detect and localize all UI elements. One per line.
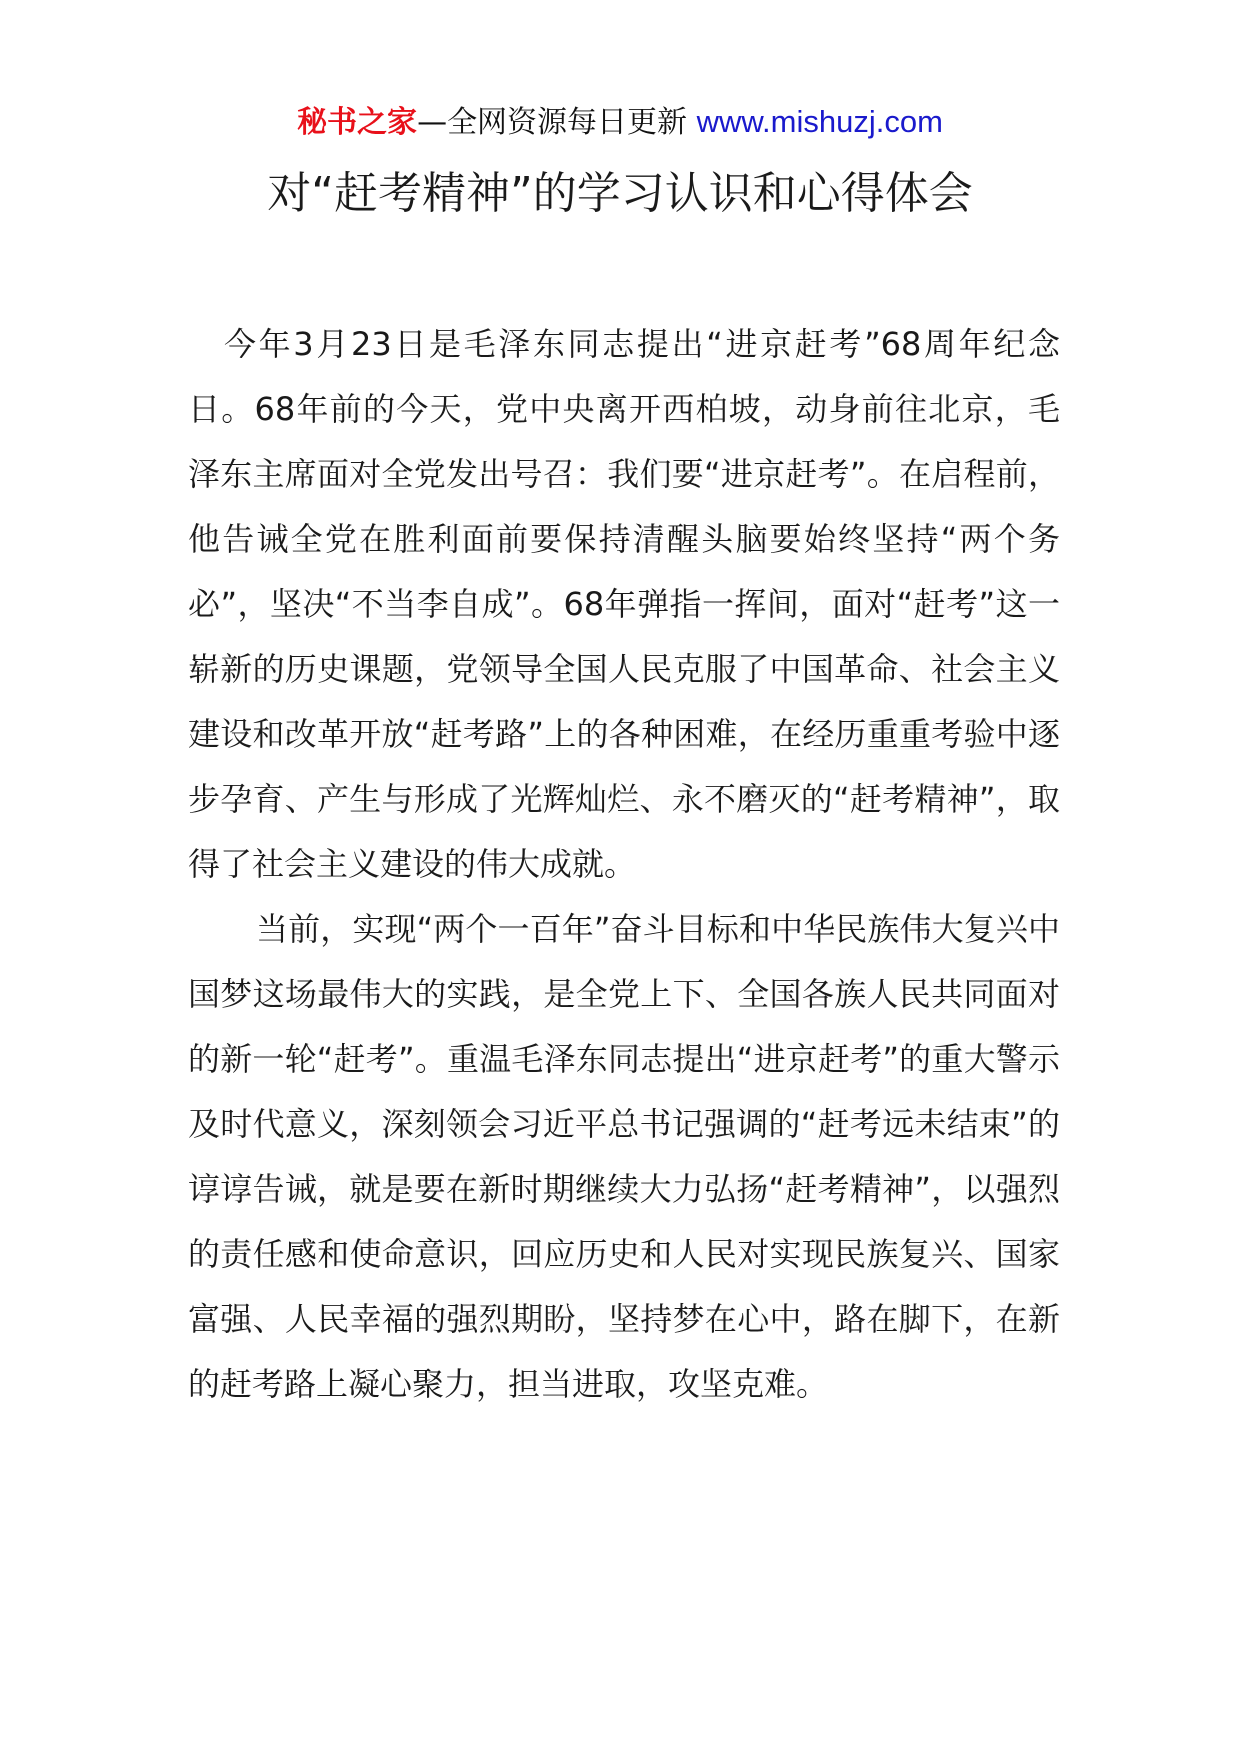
site-brand: 秘书之家 [297,105,418,140]
paragraph-1: 今年3月23日是毛泽东同志提出“进京赶考”68周年纪念日。68年前的今天，党中央离开西柏坡，动身前往北京，毛泽东主席面对全党发出号召：我们要“进京赶考”。在启程前，他告诫全党在胜利面前要保持清醒头脑要始终坚持“两个务必”，坚决“不当李自成”。68年弹指一挥间，面对“赶考”这一崭新的历史课题，党领导全国人民克服了中国革命、社会主义建设和改革开放“赶考路”上的各种困难，在经历重重考验中逐步孕育、产生与形成了光辉灿烂、永不磨灭的“赶考精神”，取得了社会主义建设的伟大成就。 [188,325,1060,883]
site-tagline: —全网资源每日更新 [417,105,697,140]
paragraph-2: 当前，实现“两个一百年”奋斗目标和中华民族伟大复兴中国梦这场最伟大的实践，是全党上下、全国各族人民共同面对的新一轮“赶考”。重温毛泽东同志提出“进京赶考”的重大警示及时代意义，深刻领会习近平总书记强调的“赶考远未结束”的谆谆告诫，就是要在新时期继续大力弘扬“赶考精神”，以强烈的责任感和使命意识，回应历史和人民对实现民族复兴、国家富强、人民幸福的强烈期盼，坚持梦在心中，路在脚下，在新的赶考路上凝心聚力，担当进取，攻坚克难。 [188,910,1060,1403]
document-body [188,312,1060,1417]
document-title: 对“赶考精神”的学习认识和心得体会 [267,168,973,219]
site-url-link[interactable]: www.mishuzj.com [696,104,943,139]
site-header [0,102,1240,143]
